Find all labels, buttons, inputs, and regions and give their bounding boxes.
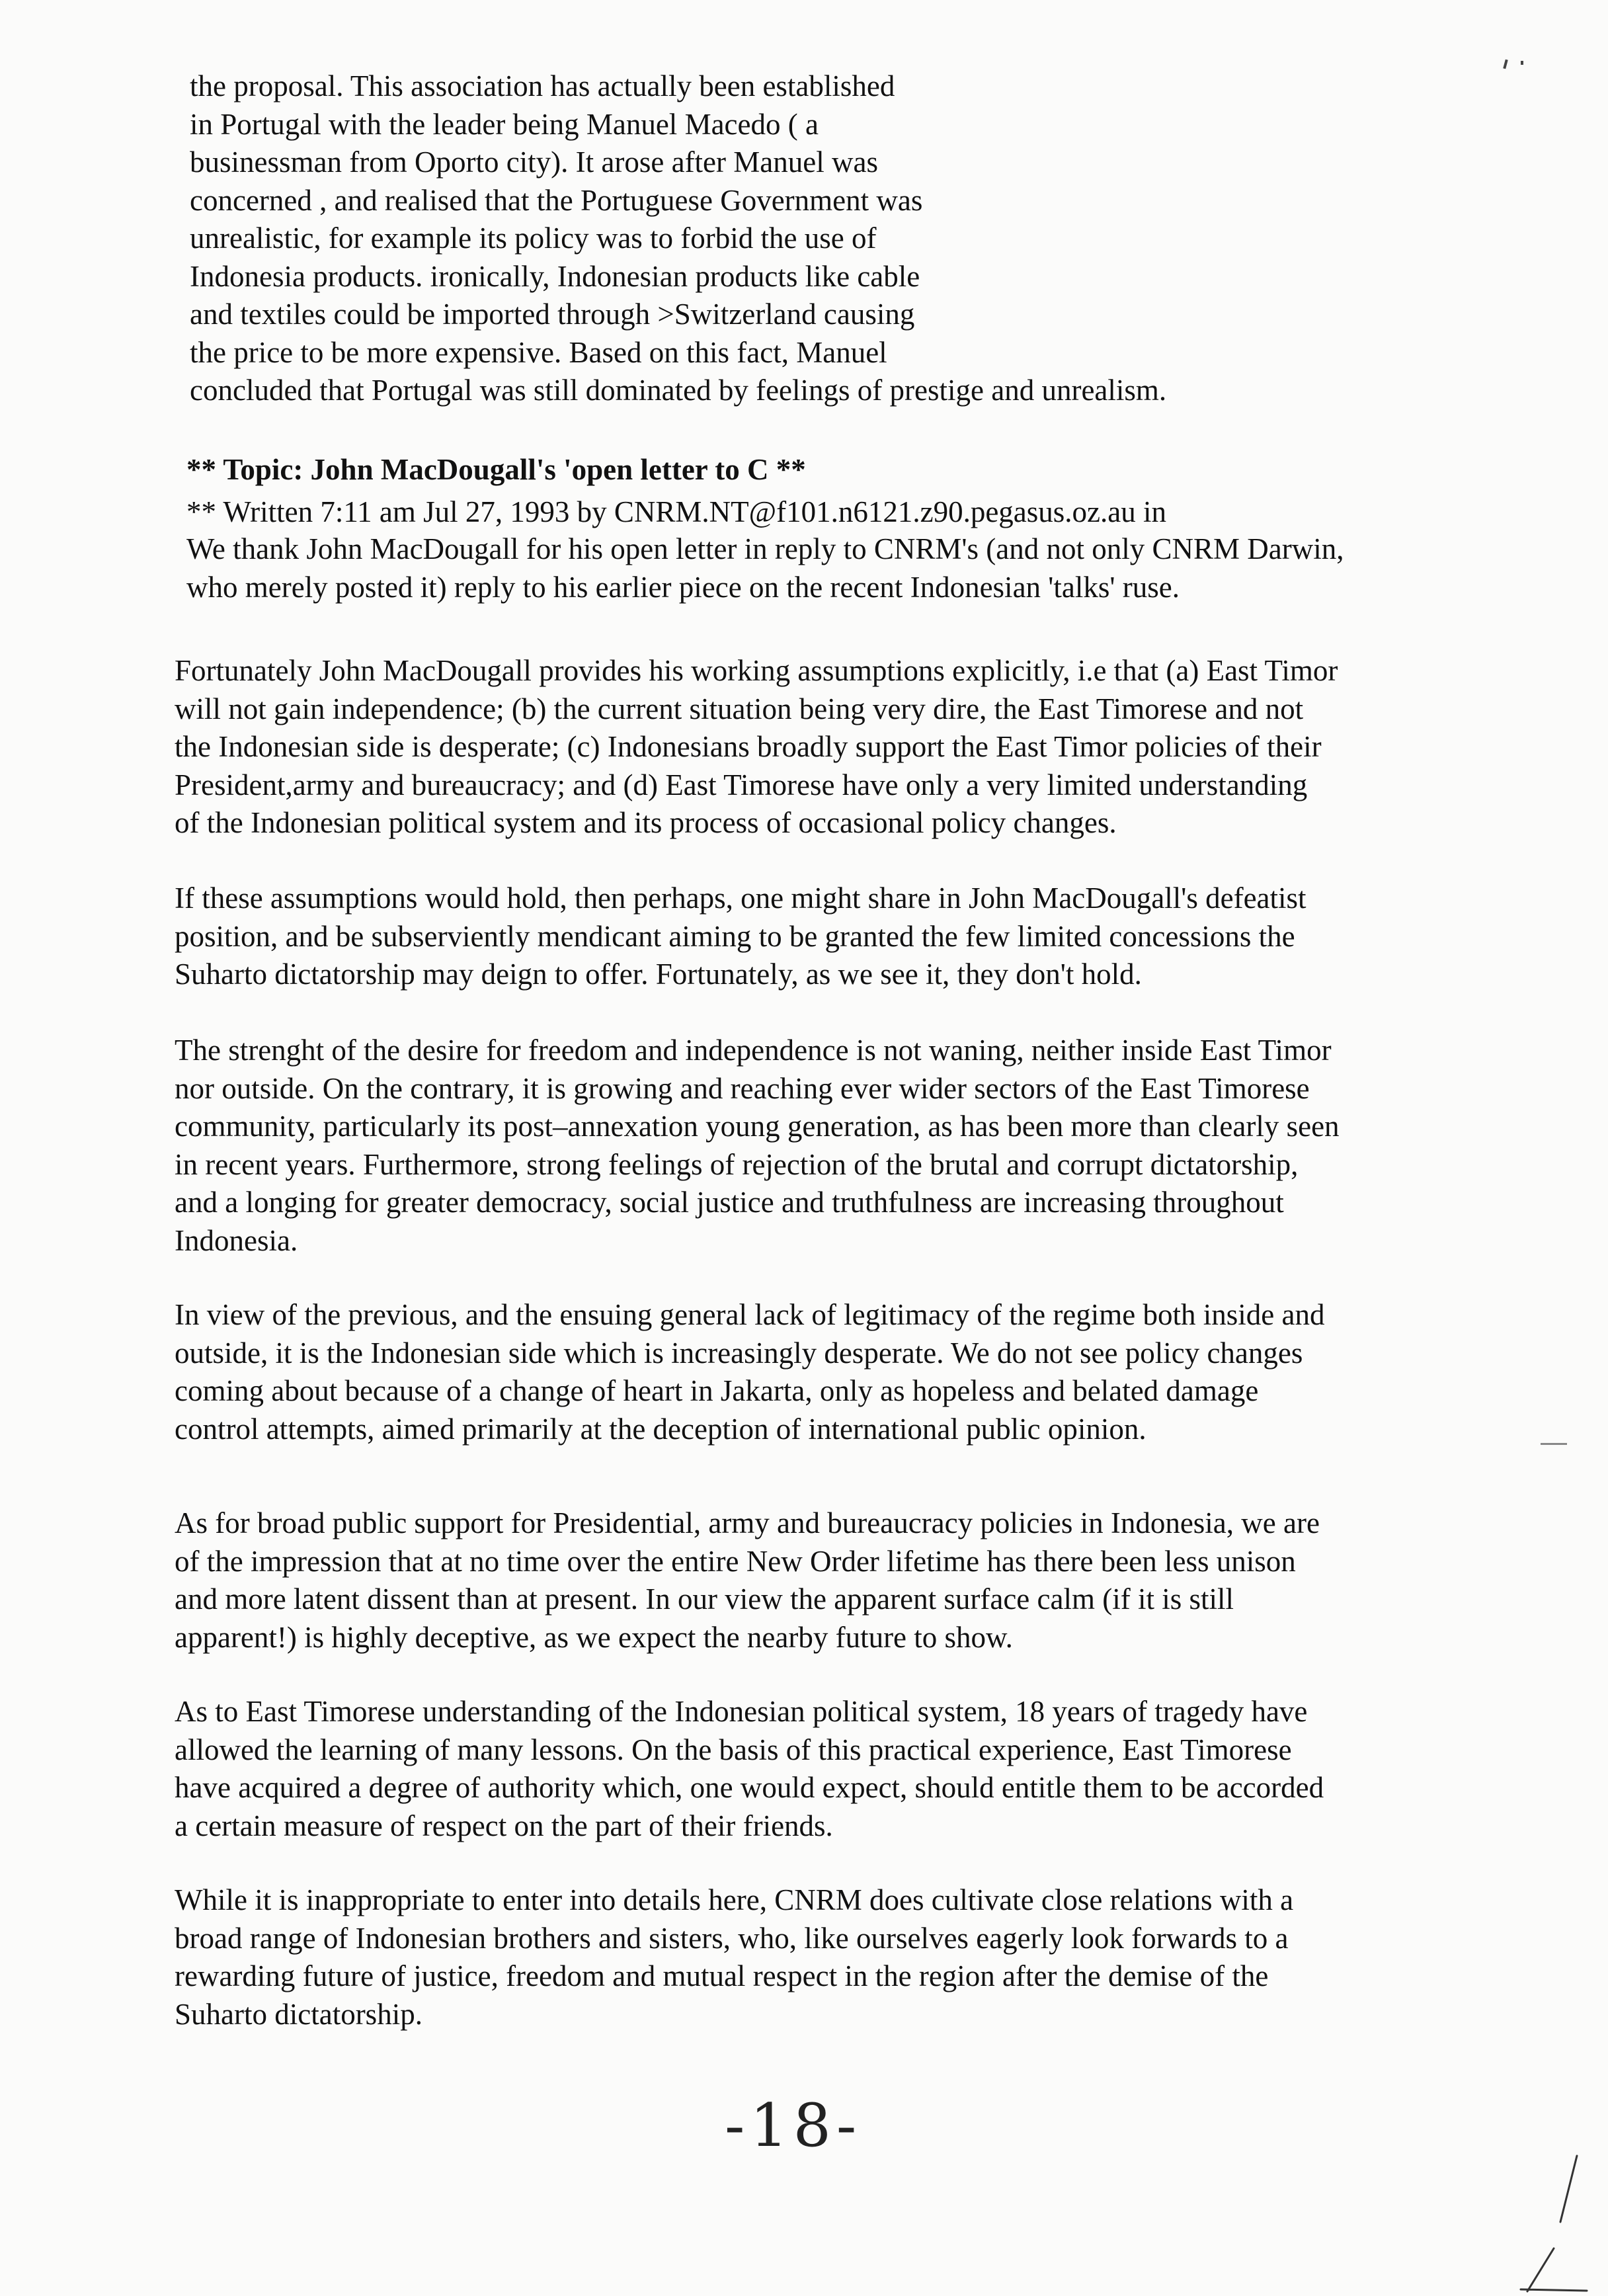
paragraph-defeatist: If these assumptions would hold, then perhaps, one might share in John MacDougall's defeatist position, and be subserviently mendicant aiming to be granted the few limited concessions the Suharto dictatorship may deign to offer. Fortunately, as we see it, they don't hold.: [175, 882, 1306, 991]
paragraph-relations: While it is inappropriate to enter into details here, CNRM does cultivate close relations with a broad range of Indonesian brothers and sisters, who, like ourselves eagerly look forwards to a rewarding future of justice, freedom and mutual respect in the region after the demise of the Suharto dictatorship.: [175, 1883, 1294, 2031]
margin-scribble: [1514, 2149, 1600, 2295]
paragraph-public-support: As for broad public support for Presidential, army and bureaucracy policies in Indonesia, we are of the impression that at no time over the entire New Order lifetime has there been less unison and more latent dissent than at present. In our view the apparent surface calm (if it is still apparent!) is highly deceptive, as we expect the nearby future to show.: [175, 1506, 1320, 1654]
written-line: ** Written 7:11 am Jul 27, 1993 by CNRM.NT@f101.n6121.z90.pegasus.oz.au in: [186, 495, 1166, 528]
lead-paragraph: We thank John MacDougall for his open letter in reply to CNRM's (and not only CNRM Darwin, who merely posted it) reply to his earlier piece on the recent Indonesian 'talks' ruse.: [186, 532, 1344, 604]
corner-mark: [1503, 60, 1508, 69]
paragraph-freedom: The strenght of the desire for freedom and independence is not waning, neither inside East Timor nor outside. On the contrary, it is growing and reaching ever wider sectors of the East Timorese community, particularly its post–annexation young generation, as has been more than clearly seen in recent years. Furthermore, strong feelings of rejection of the brutal and corrupt dictatorship, and a longing for greater democracy, social justice and truthfulness are increasing throughout Indonesia.: [175, 1034, 1340, 1257]
margin-mark: [1541, 1443, 1567, 1445]
corner-mark: [1521, 61, 1523, 65]
intro-paragraph: the proposal. This association has actually been established in Portugal with the leader being Manuel Macedo ( a businessman from Oporto city). It arose after Manuel was concerned , and realised that the Portuguese Government was unrealistic, for example its policy was to forbid the use of Indonesia products. ironically, Indonesian products like cable and textiles could be imported through >Switzerland causing the price to be more expensive. Based on this fact, Manuel concluded that Portugal was still dominated by feelings of prestige and unrealism.: [190, 69, 1167, 407]
topic-heading: ** Topic: John MacDougall's 'open letter to C **: [186, 453, 806, 486]
paragraph-understanding: As to East Timorese understanding of the Indonesian political system, 18 years of tragedy have allowed the learning of many lessons. On the basis of this practical experience, East Timorese have acquired a degree of authority which, one would expect, should entitle them to be accorded a certain measure of respect on the part of their friends.: [175, 1695, 1324, 1842]
paragraph-assumptions: Fortunately John MacDougall provides his working assumptions explicitly, i.e that (a) East Timor will not gain independence; (b) the current situation being very dire, the East Timorese and not the Indonesian side is desperate; (c) Indonesians broadly support the East Timor policies of their President,army and bureaucracy; and (d) East Timorese have only a very limited understanding of the Indonesian political system and its process of occasional policy changes.: [175, 654, 1338, 839]
page-number: -18-: [725, 2091, 862, 2160]
paragraph-legitimacy: In view of the previous, and the ensuing general lack of legitimacy of the regime both inside and outside, it is the Indonesian side which is increasingly desperate. We do not see policy changes coming about because of a change of heart in Jakarta, only as hopeless and belated damage control attempts, aimed primarily at the deception of international public opinion.: [175, 1298, 1325, 1446]
